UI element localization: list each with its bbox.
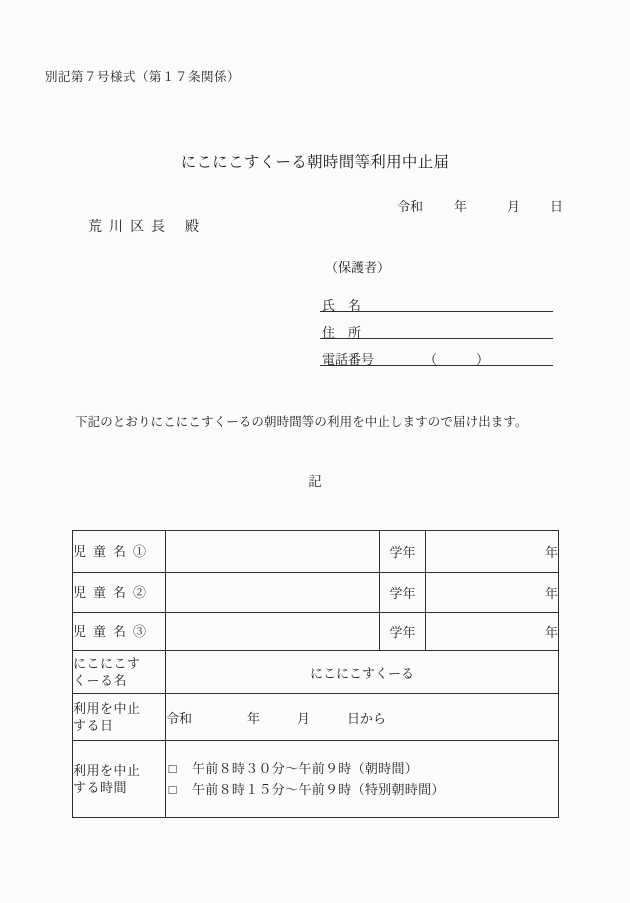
stop-date-year-label: 年 <box>247 710 261 726</box>
child-3-name-blank-cell <box>166 613 380 651</box>
child-1-grade-year-cell: 年 <box>426 531 559 573</box>
guardian-phone-field <box>320 349 553 366</box>
phone-field-label: 電話番号 <box>322 352 375 367</box>
time-option-special-morning-label: 午前８時１５分～午前９時（特別朝時間） <box>192 782 445 797</box>
date-month-label: 月 <box>507 199 521 214</box>
date-day-label: 日 <box>550 199 564 214</box>
time-option-special-morning <box>166 779 558 800</box>
child-2-grade-year-cell: 年 <box>426 573 559 613</box>
child-3-grade-label-cell: 学年 <box>380 613 426 651</box>
date-era-label: 令和 <box>397 199 424 214</box>
school-label: にこにこすくーる名 <box>73 656 141 688</box>
child-3-label-cell <box>73 613 166 651</box>
table-row-school <box>73 651 559 694</box>
child-1-grade-label-cell: 学年 <box>380 531 426 573</box>
page-title: にこにこすくーる朝時間等利用中止届 <box>180 154 450 171</box>
stop-date-value-cell <box>166 694 559 741</box>
addressee-honorific: 殿 <box>185 220 199 235</box>
child-2-name-blank-cell <box>166 573 380 613</box>
table-row-child-1 <box>73 531 559 573</box>
phone-parens: （ ） <box>424 352 490 367</box>
table-row-child-3 <box>73 613 559 651</box>
application-table <box>72 530 559 818</box>
child-2-grade-label-cell: 学年 <box>380 573 426 613</box>
time-option-morning <box>166 758 558 779</box>
addressee-name: 荒川区長 <box>88 220 172 235</box>
stop-time-label-cell <box>73 741 166 818</box>
child-2-label: 児童名② <box>73 585 154 600</box>
checkbox-icon: □ <box>168 761 177 776</box>
checkbox-icon: □ <box>168 782 177 797</box>
guardian-name-field <box>320 295 553 312</box>
table-row-stop-date <box>73 694 559 741</box>
child-3-grade-year-cell: 年 <box>426 613 559 651</box>
ki-label: 記 <box>308 474 322 489</box>
stop-date-label-cell <box>73 694 166 741</box>
body-text: 下記のとおりにこにこすくーるの朝時間等の利用を中止しますので届け出ます。 <box>75 415 528 429</box>
child-1-label-cell <box>73 531 166 573</box>
guardian-address-field <box>320 322 553 339</box>
school-label-cell <box>73 651 166 694</box>
child-1-name-blank-cell <box>166 531 380 573</box>
guardian-label: （保護者） <box>325 260 391 275</box>
stop-date-label: 利用を中止する日 <box>73 701 141 733</box>
stop-date-month-label: 月 <box>297 710 311 726</box>
stop-time-options-cell <box>166 741 559 818</box>
addressee <box>88 216 199 236</box>
name-field-label: 氏 名 <box>322 298 362 313</box>
stop-date-era-label: 令和 <box>166 710 193 726</box>
stop-time-label: 利用を中止する時間 <box>73 763 141 795</box>
date-line <box>397 196 563 215</box>
time-option-morning-label: 午前８時３０分～午前９時（朝時間） <box>192 761 419 776</box>
stop-date-dayfrom-label: 日から <box>347 710 387 726</box>
form-number: 別記第７号様式（第１７条関係） <box>45 70 241 84</box>
child-2-label-cell <box>73 573 166 613</box>
date-year-label: 年 <box>454 199 468 214</box>
child-1-label: 児童名① <box>73 544 154 559</box>
child-3-label: 児童名③ <box>73 624 154 639</box>
school-value-cell: にこにこすくーる <box>166 651 559 694</box>
table-row-stop-time <box>73 741 559 818</box>
table-row-child-2 <box>73 573 559 613</box>
address-field-label: 住 所 <box>322 325 362 340</box>
